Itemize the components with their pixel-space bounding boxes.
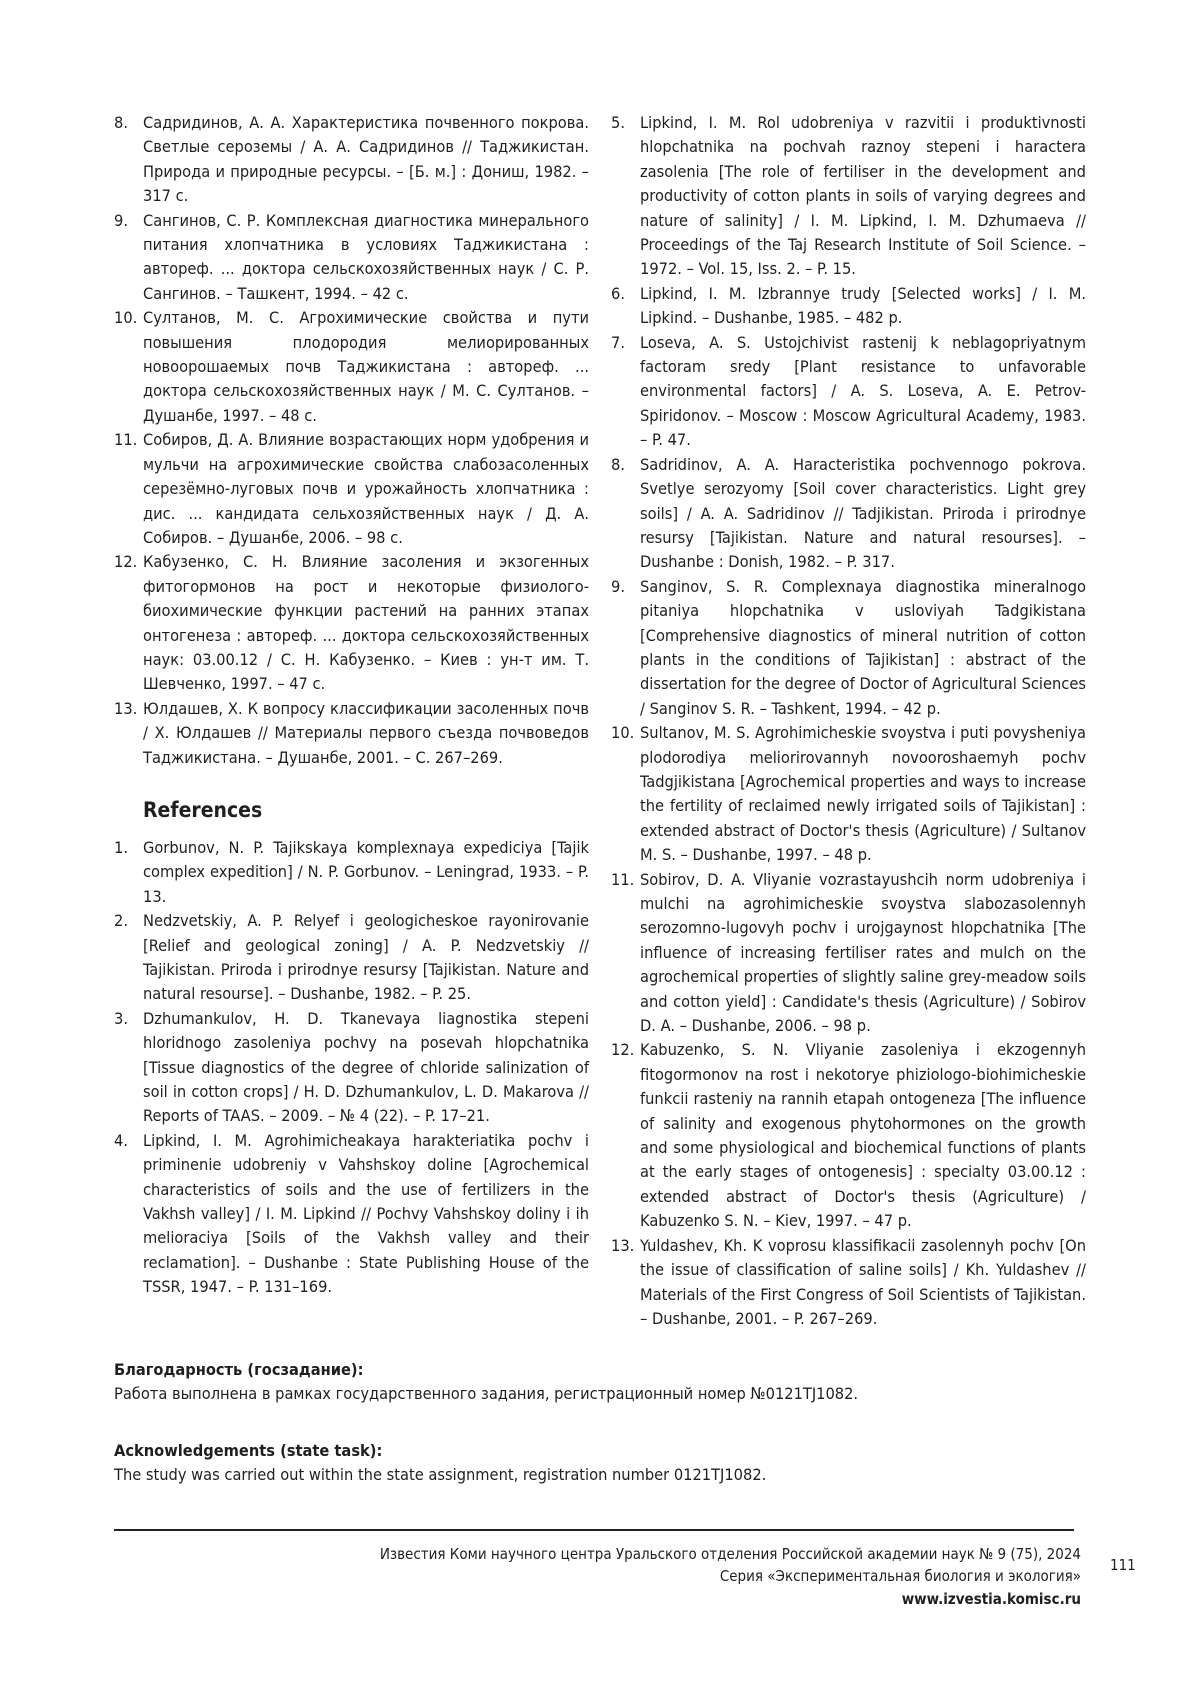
reference-text: Собиров, Д. А. Влияние возрастающих норм удобрения и мульчи на агрохимические свойства слабозасоленных серезёмно-луговых почв и урожайность хлопчатника : дис. ... кандидата сельхозяйственных наук / Д. А. Собиров. – Душанбе, 2006. – 98 с.	[143, 430, 589, 547]
reference-item	[114, 306, 589, 428]
footer-url: www.izvestia.komisc.ru	[901, 1590, 1081, 1608]
reference-number: 9.	[114, 210, 128, 230]
reference-number: 4.	[114, 1130, 128, 1150]
reference-item	[611, 721, 1086, 867]
reference-item	[611, 282, 1086, 331]
acknowledgement-ru-title: Благодарность (госзадание):	[114, 1360, 364, 1379]
reference-text: Сангинов, С. Р. Комплексная диагностика минерального питания хлопчатника в условиях Таджикистана : автореф. ... доктора сельскохозяйственных наук / С. Р. Сангинов. – Ташкент, 1994. – 42 с.	[143, 210, 589, 303]
references-heading: References	[143, 797, 263, 822]
right-column	[611, 111, 1086, 1331]
reference-text: Lipkind, I. M. Rol udobreniya v razvitii i produktivnosti hlopchatnika na pochvah raznoy stepeni i haractera zasolenia [The role of fertiliser in the development and productivity of cotton plants in soils of varying degrees and nature of salinity] / I. M. Lipkind, I. M. Dzhumaeva // Proceedings of the Taj Research Institute of Soil Science. – 1972. – Vol. 15, Iss. 2. – P. 15.	[640, 113, 1086, 279]
reference-number: 8.	[611, 454, 625, 474]
reference-text: Yuldashev, Kh. K voprosu klassifikacii zasolennyh pochv [On the issue of classification of saline soils] / Kh. Yuldashev // Materials of the First Congress of Soil Scientists of Tajikistan. – Dushanbe, 2001. – P. 267–269.	[640, 1235, 1086, 1328]
reference-number: 10.	[114, 308, 138, 328]
acknowledgement-ru-text: Работа выполнена в рамках государственного задания, регистрационный номер №0121TJ1082.	[114, 1384, 859, 1403]
reference-item	[114, 1129, 589, 1300]
reference-number: 3.	[114, 1008, 128, 1028]
reference-item	[114, 697, 589, 770]
reference-text: Lipkind, I. M. Agrohimicheakaya harakteriatika pochv i priminenie udobreniy v Vahshskoy doline [Agrochemical characteristics of soils and the use of fertilizers in the Vakhsh valley] / I. M. Lipkind // Pochvy Vahshskoy doliny i ih melioraciya [Soils of the Vakhsh valley and their reclamation]. – Dushanbe : State Publishing House of the TSSR, 1947. – P. 131–169.	[143, 1130, 589, 1297]
reference-number: 8.	[114, 113, 128, 132]
reference-text: Lipkind, I. M. Izbrannye trudy [Selected works] / I. M. Lipkind. – Dushanbe, 1985. – 482 p.	[640, 283, 1086, 328]
reference-text: Садридинов, А. А. Характеристика почвенного покрова. Светлые сероземы / А. А. Садридинов // Таджикистан. Природа и природные ресурсы. – [Б. м.] : Дониш, 1982. – 317 с.	[143, 113, 589, 206]
reference-text: Sadridinov, A. A. Haracteristika pochvennogo pokrova. Svetlye serozyomy [Soil cover characteristics. Light grey soils] / A. A. Sadridinov // Tadjikistan. Priroda i prirodnye resursy [Tajikistan. Nature and natural resourses]. – Dushanbe : Donish, 1982. – P. 317.	[640, 454, 1086, 572]
reference-item	[114, 428, 589, 550]
reference-item	[114, 550, 589, 696]
left-column	[114, 111, 589, 1300]
reference-text: Кабузенко, С. Н. Влияние засоления и экзогенных фитогормонов на рост и некоторые физиолого-биохимические функции растений на ранних этапах онтогенеза : автореф. ... доктора сельскохозяйственных наук: 03.00.12 / С. Н. Кабузенко. – Киев : ун-т им. Т. Шевченко, 1997. – 47 с.	[143, 552, 589, 694]
reference-number: 5.	[611, 113, 625, 132]
reference-number: 1.	[114, 837, 128, 857]
reference-text: Юлдашев, Х. К вопросу классификации засоленных почв / Х. Юлдашев // Материалы первого съезда почвоведов Таджикистана. – Душанбе, 2001. – С. 267–269.	[143, 698, 589, 767]
acknowledgement-en-text: The study was carried out within the state assignment, registration number 0121TJ1082.	[114, 1465, 767, 1484]
reference-item	[611, 868, 1086, 1039]
reference-number: 2.	[114, 911, 128, 931]
reference-item	[611, 1234, 1086, 1332]
acknowledgement-en-title: Acknowledgements (state task):	[114, 1441, 383, 1460]
reference-text: Gorbunov, N. P. Tajikskaya komplexnaya expediciya [Tajik complex expedition] / N. P. Gorbunov. – Leningrad, 1933. – P. 13.	[143, 837, 589, 906]
reference-number: 6.	[611, 283, 625, 303]
reference-number: 13.	[611, 1235, 635, 1255]
reference-number: 11.	[114, 430, 138, 450]
reference-number: 12.	[611, 1040, 635, 1060]
reference-text: Султанов, М. С. Агрохимические свойства и пути повышения плодородия мелиорированных новоорошаемых почв Таджикистана : автореф. ... доктора сельскохозяйственных наук / М. С. Султанов. – Душанбе, 1997. – 48 с.	[143, 308, 589, 425]
reference-number: 11.	[611, 869, 635, 889]
reference-item	[114, 836, 589, 909]
reference-number: 12.	[114, 552, 138, 572]
reference-number: 7.	[611, 332, 625, 352]
reference-item	[611, 575, 1086, 721]
reference-item	[114, 111, 589, 209]
reference-number: 13.	[114, 698, 138, 718]
reference-text: Sanginov, S. R. Complexnaya diagnostika mineralnogo pitaniya hlopchatnika v usloviyah Tadgikistana [Comprehensive diagnostics of mineral nutrition of cotton plants in the conditions of Tajikistan] : abstract of the dissertation for the degree of Doctor of Agricultural Sciences / Sanginov S. R. – Tashkent, 1994. – 42 p.	[640, 576, 1086, 718]
reference-item	[611, 1038, 1086, 1233]
reference-item	[114, 909, 589, 1007]
page-number: 111	[1110, 1556, 1136, 1574]
reference-item	[611, 331, 1086, 453]
reference-text: Dzhumankulov, H. D. Tkanevaya liagnostika stepeni hloridnogo zasoleniya pochvy na posevah hlopchatnika [Tissue diagnostics of the degree of chloride salinization of soil in cotton crops] / H. D. Dzhumankulov, L. D. Makarova // Reports of TAAS. – 2009. – № 4 (22). – P. 17–21.	[143, 1008, 589, 1126]
reference-text: Loseva, A. S. Ustojchivist rastenij k neblagopriyatnym factoram sredy [Plant resistance to unfavorable environmental factors] / A. S. Loseva, A. E. Petrov-Spiridonov. – Moscow : Moscow Agricultural Academy, 1983. – P. 47.	[640, 332, 1086, 450]
en-reference-list-right	[611, 111, 1086, 1331]
en-reference-list-left	[114, 836, 589, 1300]
reference-text: Nedzvetskiy, A. P. Relyef i geologicheskoe rayonirovanie [Relief and geological zoning] / A. P. Nedzvetskiy // Tajikistan. Priroda i prirodnye resursy [Tajikistan. Nature and natural resourse]. – Dushanbe, 1982. – P. 25.	[143, 911, 589, 1004]
reference-text: Sultanov, M. S. Agrohimicheskie svoystva i puti povysheniya plodorodiya meliorirovannyh novooroshaemyh pochv Tadgjikistana [Agrochemical properties and ways to increase the fertility of reclaimed newly irrigated soils of Tajikistan] : extended abstract of Doctor's thesis (Agriculture) / Sultanov M. S. – Dushanbe, 1997. – 48 p.	[640, 723, 1086, 865]
reference-item	[611, 453, 1086, 575]
acknowledgement-ru	[114, 1358, 1094, 1406]
reference-number: 10.	[611, 723, 635, 743]
reference-text: Sobirov, D. A. Vliyanie vozrastayushcih norm udobreniya i mulchi na agrohimicheskie svoystva slabozasolennyh serozomno-lugovyh pochv i urojgaynost hlopchatnika [The influence of increasing fertiliser rates and mulch on the agrochemical properties of slightly saline grey-meadow soils and cotton yield] : Candidate's thesis (Agriculture) / Sobirov D. A. – Dushanbe, 2006. – 98 p.	[640, 869, 1086, 1036]
footer-journal-title: Известия Коми научного центра Уральского отделения Российской академии наук № 9 (75), 2024	[379, 1545, 1081, 1563]
reference-text: Kabuzenko, S. N. Vliyanie zasoleniya i ekzogennyh fitogormonov na rost i nekotorye phiziologo-biohimicheskie funkcii rasteniy na rannih etapah ontogeneza [The influence of salinity and exogenous phytohormones on the growth and some physiological and biochemical functions of plants at the early stages of ontogenesis] : specialty 03.00.12 : extended abstract of Doctor's thesis (Agriculture) / Kabuzenko S. N. – Kiev, 1997. – 47 p.	[640, 1040, 1086, 1231]
reference-item	[114, 1007, 589, 1129]
footer-divider	[114, 1529, 1074, 1531]
ru-reference-list	[114, 111, 589, 770]
acknowledgement-en	[114, 1439, 1094, 1487]
reference-item	[114, 209, 589, 307]
reference-number: 9.	[611, 576, 625, 596]
reference-item	[611, 111, 1086, 282]
footer-series: Серия «Экспериментальная биология и экология»	[719, 1567, 1081, 1585]
